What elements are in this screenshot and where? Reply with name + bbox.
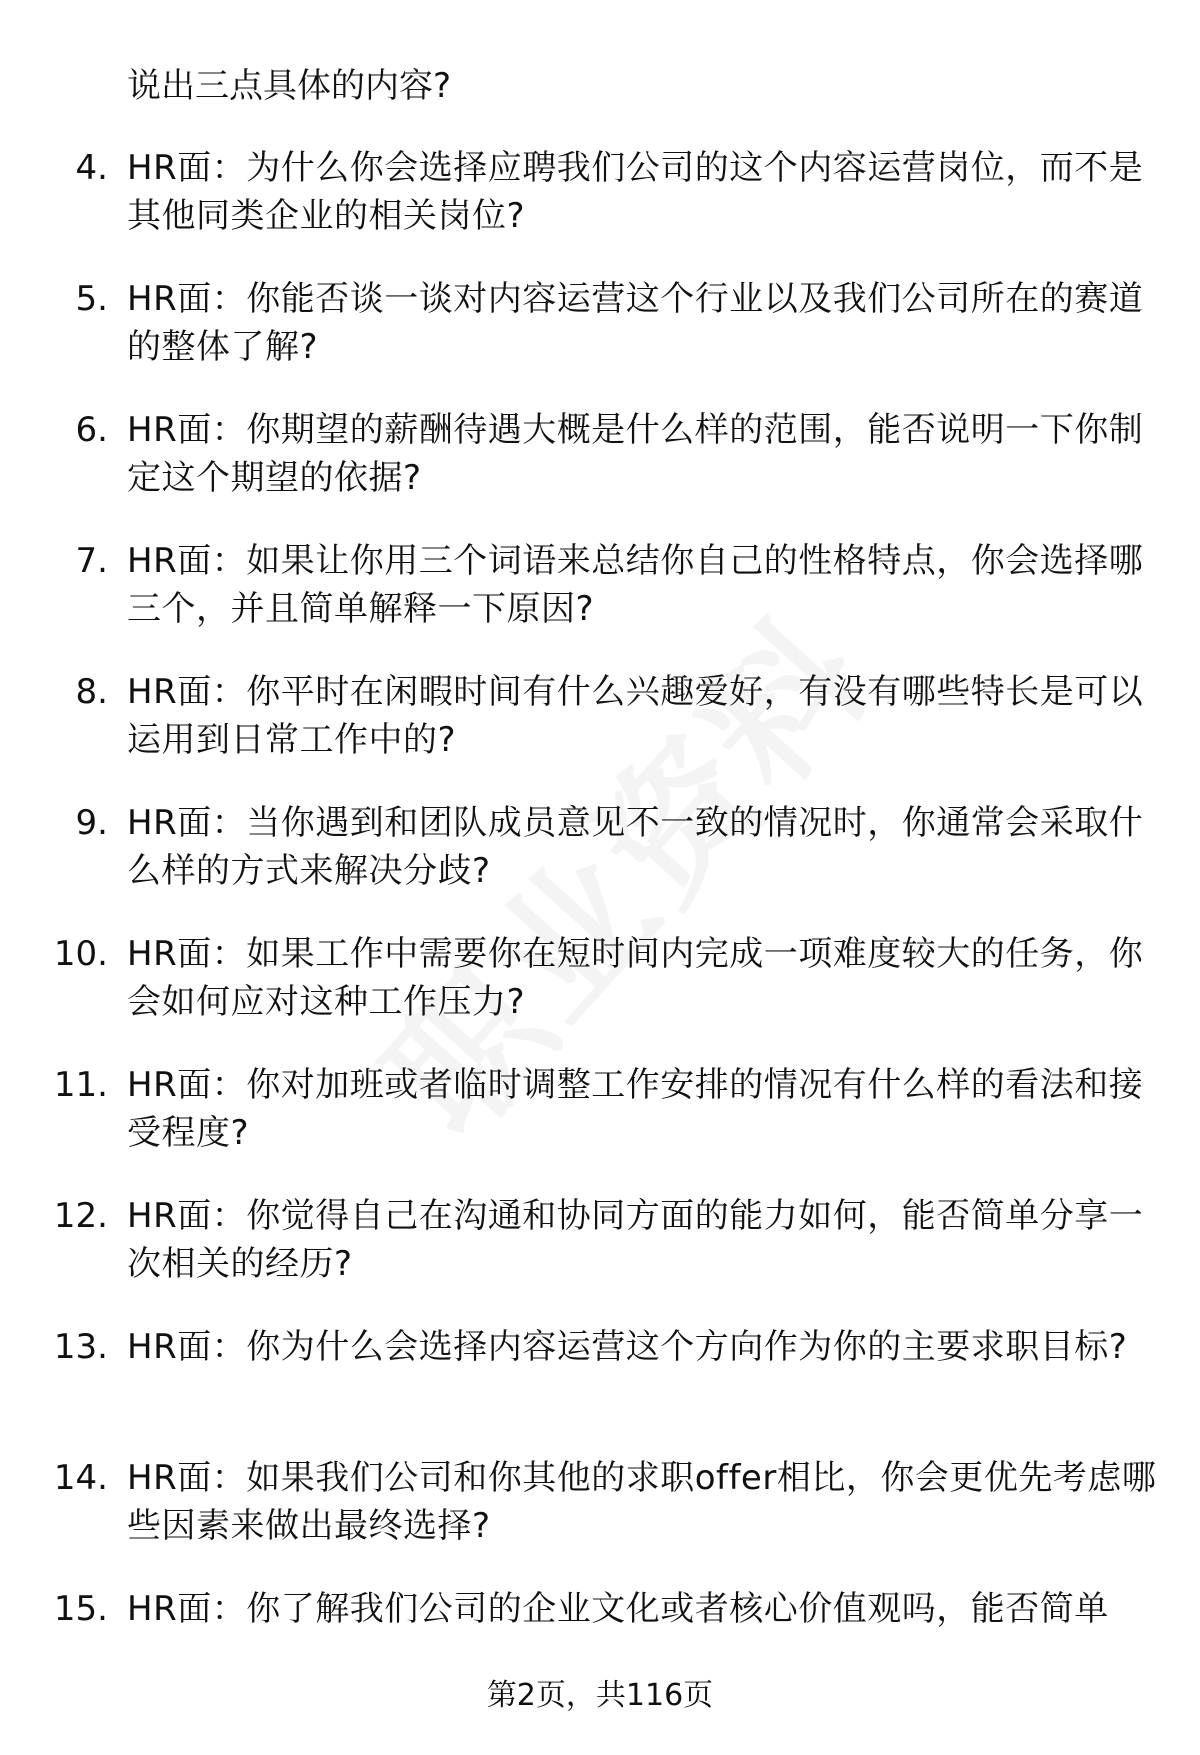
question-text: HR面：你了解我们公司的企业文化或者核心价值观吗，能否简单 — [127, 1589, 1109, 1629]
question-list — [0, 144, 1200, 1716]
list-item — [0, 275, 1200, 406]
list-item — [0, 406, 1200, 537]
question-number: 11. — [53, 1065, 108, 1105]
question-number: 15. — [53, 1589, 108, 1629]
question-number: 7. — [75, 541, 108, 581]
question-number: 12. — [53, 1196, 108, 1236]
question-text: HR面：你觉得自己在沟通和协同方面的能力如何，能否简单分享一次相关的经历? — [127, 1196, 1144, 1284]
list-item — [0, 668, 1200, 799]
question-number: 8. — [75, 672, 108, 712]
question-number: 10. — [53, 934, 108, 974]
question-text: HR面：你能否谈一谈对内容运营这个行业以及我们公司所在的赛道的整体了解? — [127, 279, 1144, 367]
question-number: 6. — [75, 410, 108, 450]
page-footer: 第2页，共116页 — [486, 1678, 714, 1713]
question-text: HR面：如果我们公司和你其他的求职offer相比，你会更优先考虑哪些因素来做出最终选择? — [127, 1458, 1157, 1546]
question-number: 13. — [53, 1327, 108, 1367]
question-text: HR面：你期望的薪酬待遇大概是什么样的范围，能否说明一下你制定这个期望的依据? — [127, 410, 1144, 498]
list-item — [0, 1061, 1200, 1192]
question-text: HR面：你平时在闲暇时间有什么兴趣爱好，有没有哪些特长是可以运用到日常工作中的? — [127, 672, 1144, 760]
question-continuation: 说出三点具体的内容? — [127, 66, 452, 106]
question-text: HR面：如果工作中需要你在短时间内完成一项难度较大的任务，你会如何应对这种工作压力? — [127, 934, 1144, 1022]
question-text: HR面：为什么你会选择应聘我们公司的这个内容运营岗位，而不是其他同类企业的相关岗位? — [127, 148, 1144, 236]
list-item — [0, 537, 1200, 668]
question-text: HR面：如果让你用三个词语来总结你自己的性格特点，你会选择哪三个，并且简单解释一下原因? — [127, 541, 1144, 629]
question-number: 4. — [75, 148, 108, 188]
list-item — [0, 1192, 1200, 1323]
list-item — [0, 799, 1200, 930]
list-item — [0, 1323, 1200, 1454]
list-item — [0, 144, 1200, 275]
question-text: HR面：你对加班或者临时调整工作安排的情况有什么样的看法和接受程度? — [127, 1065, 1144, 1153]
list-item — [0, 1454, 1200, 1585]
question-number: 5. — [75, 279, 108, 319]
question-text: HR面：你为什么会选择内容运营这个方向作为你的主要求职目标? — [127, 1327, 1128, 1367]
question-number: 14. — [53, 1458, 108, 1498]
question-number: 9. — [75, 803, 108, 843]
question-text: HR面：当你遇到和团队成员意见不一致的情况时，你通常会采取什么样的方式来解决分歧? — [127, 803, 1144, 891]
list-item — [0, 930, 1200, 1061]
